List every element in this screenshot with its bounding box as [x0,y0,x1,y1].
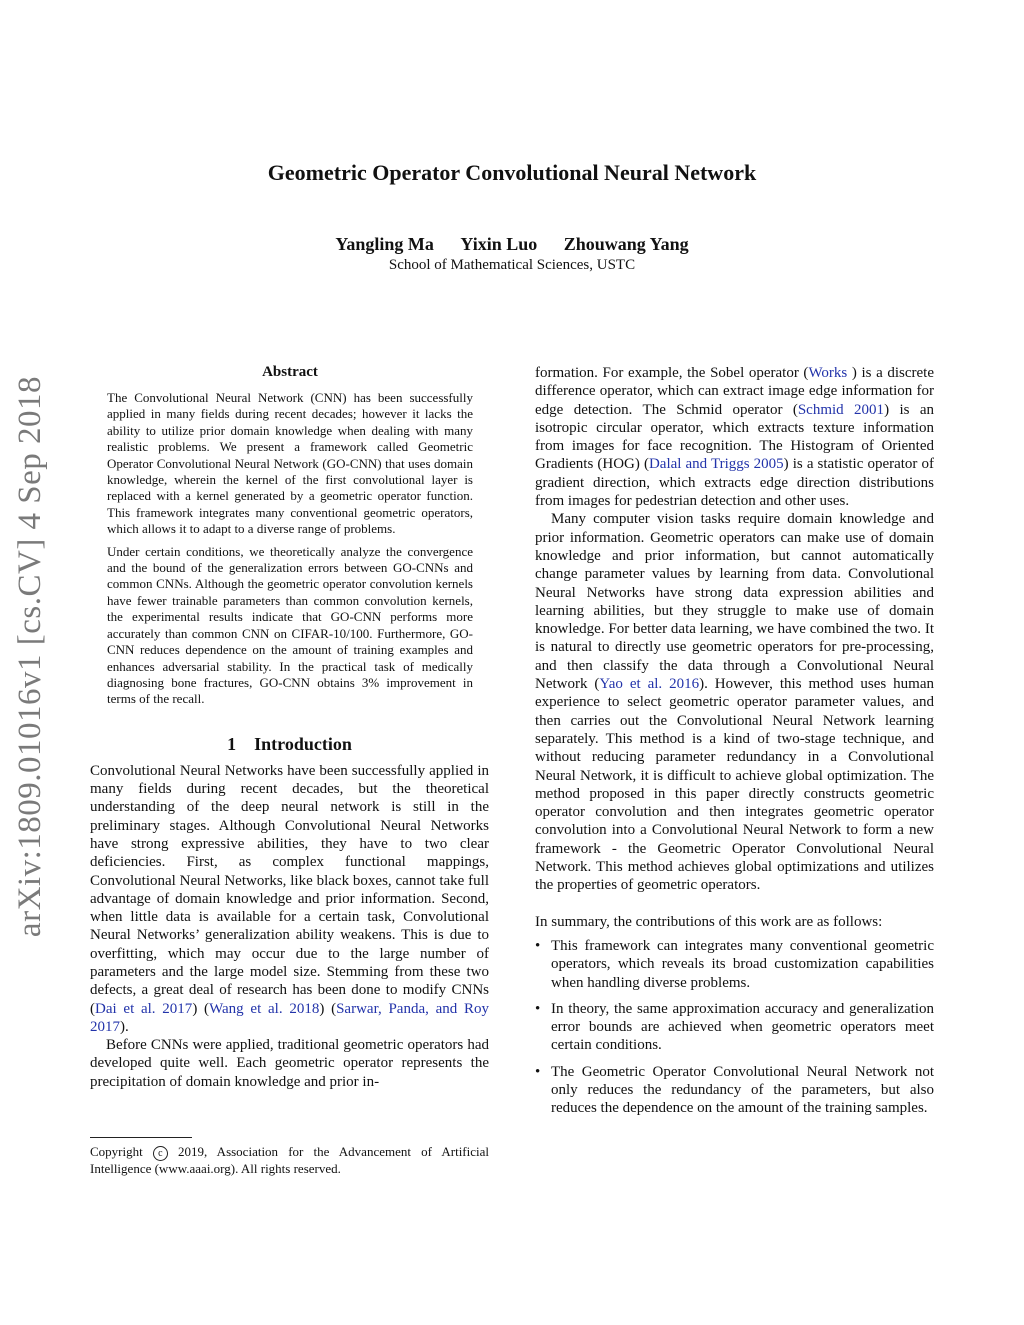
text-run: ). [120,1018,129,1035]
list-item-text: In theory, the same approximation accuracy and generalization error bounds are achieved when geometric operators meet certain conditions. [551,1000,934,1054]
text-run: Copyright [90,1144,143,1159]
abstract-paragraph: Under certain conditions, we theoretically analyze the convergence and the bound of the generalization errors between GO-CNNs and common CNNs. Although the geometric operator convolution kernels have fewer trainable parameters than common convolution kernels, the experimental results indicate that GO-CNN performs more accurately than common CNN on CIFAR-10/100. Furthermore, GO-CNN reduces dependence on the amount of training examples and enhances adversarial stability. In the practical task of medically diagnosing bone fractures, GO-CNN obtains 3% improvement in terms of the recall. [107,543,473,707]
section-title: Introduction [254,733,352,754]
affiliation: School of Mathematical Sciences, USTC [388,257,636,273]
citation-link[interactable]: Wang et al. 2018 [209,1000,320,1017]
contribution-list [535,937,934,1118]
abstract-heading: Abstract [262,364,318,380]
copyright-footnote [90,1137,489,1177]
section-number: 1 [227,733,237,754]
section-heading-introduction [90,734,489,755]
text-run: formation. For example, the Sobel operator ( [535,365,809,381]
text-run: ) is an isotropic circular operator, which extracts texture information from images for face recognition. The Histogram of Oriented Gradients (HOG) ( [535,401,934,473]
citation-link[interactable]: Dai et al. 2017 [95,1000,193,1017]
list-item [535,1000,934,1055]
bullet-icon: • [535,1000,541,1017]
copyright-icon: c [153,1146,168,1161]
text-run: ) ( [192,1000,210,1017]
author-name: Zhouwang Yang [563,234,689,254]
list-item-text: This framework can integrates many conventional geometric operators, which reveals its broad customization capabilities when handling diverse problems. [551,937,934,991]
list-item [535,937,934,992]
summary-sentence: In summary, the contributions of this work are as follows: [535,913,883,930]
list-item-text: The Geometric Operator Convolutional Neural Network not only reduces the redundancy of the parameters, but also reduces the dependence on the amount of the training samples. [551,1063,934,1117]
arxiv-stamp [2,356,60,956]
author-name: Yangling Ma [335,234,434,254]
text-run: Convolutional Neural Networks have been successfully applied in many fields during recent decades, but the theoretical understanding of the deep neural network is still in the preliminary stages. Although Convolutional Neural Networks have strong expressive abilities, they have to two clear deficiencies. First, as complex functional mappings, Convolutional Neural Networks, like black boxes, cannot take full advantage of domain knowledge and prior information. Second, when little data is available for a certain task, Convolutional Neural Networks’ generalization ability weakens. This is due to overfitting, which may occur due to the large number of parameters and the large model size. Stemming from these two defects, a great deal of research has been done to modify CNNs ( [90,762,489,1017]
text-run: ). However, this method uses human experience to select geometric operator parameter values, and then carries out the Convolutional Neural Network learning separately. This method is a kind of two-stage technique, and without reducing parameter redundancy in a Convolutional Neural Network, it is difficult to achieve global optimization. The method proposed in this paper directly constructs geometric operator convolution and then integrates geometric operator convolution into a Convolutional Neural Network to form a new framework - the Geometric Operator Convolutional Neural Network. This method achieves global optimizations and utilizes the properties of geometric operators. [535,676,934,894]
citation-link[interactable]: Schmid 2001 [797,401,885,418]
paper-title: Geometric Operator Convolutional Neural Network [267,160,757,185]
abstract-paragraph: The Convolutional Neural Network (CNN) has been successfully applied in many fields during recent decades; however it lacks the ability to utilize prior domain knowledge when dealing with many realistic problems. We present a framework called Geometric Operator Convolutional Neural Network (GO-CNN) that uses domain knowledge, wherein the kernel of the first convolutional layer is replaced with a kernel generated by a geometric operator function. This framework integrates many conventional geometric operators, which allows it to adapt to a diverse range of problems. [107,390,473,537]
citation-link[interactable]: Works [808,365,852,381]
intro-paragraph [90,762,489,1036]
text-run: 2019, Association for the Advancement of Artificial Intelligence (www.aaai.org). All rights reserved. [90,1144,490,1176]
citation-link[interactable]: Sarwar, Panda, and Roy 2017 [90,1000,490,1035]
right-column [535,364,934,1126]
footnote-text [90,1144,489,1177]
intro-paragraph: Before CNNs were applied, traditional geometric operators had developed quite well. Each geometric operator represents the precipitation of domain knowledge and prior in- [90,1037,489,1090]
arxiv-identifier: arXiv:1809.01016v1 [cs.CV] 4 Sep 2018 [12,375,49,937]
text-run: ) ( [319,1000,337,1017]
author-name: Yixin Luo [460,234,538,254]
left-column [90,364,489,1091]
bullet-icon: • [535,937,541,954]
citation-link[interactable]: Dalal and Triggs 2005 [648,456,784,473]
bullet-icon: • [535,1063,541,1080]
text-run: Many computer vision tasks require domain knowledge and prior information. Geometric operators can make use of domain knowledge and prior information, but cannot automatically change parameter values by learning from data. Convolutional Neural Networks have strong data expression abilities and learning abilities, but they struggle to make use of domain knowledge. For better data learning, we have combined the two. It is natural to directly use geometric operators for pre-processing, and then classify the data through a Convolutional Neural Network ( [535,511,934,693]
body-paragraph [535,510,934,894]
text-run: ) is a discrete difference operator, which can extract image edge information for edge detection. The Schmid operator ( [535,365,934,418]
body-paragraph [535,364,934,510]
list-item [535,1063,934,1118]
abstract [90,364,489,708]
author-list [0,234,1024,255]
text-run: ) is a statistic operator of gradient direction, which extracts edge direction distributions from images for pedestrian detection and other uses. [535,456,934,510]
citation-link[interactable]: Yao et al. 2016 [599,676,700,693]
footnote-rule [90,1137,192,1138]
